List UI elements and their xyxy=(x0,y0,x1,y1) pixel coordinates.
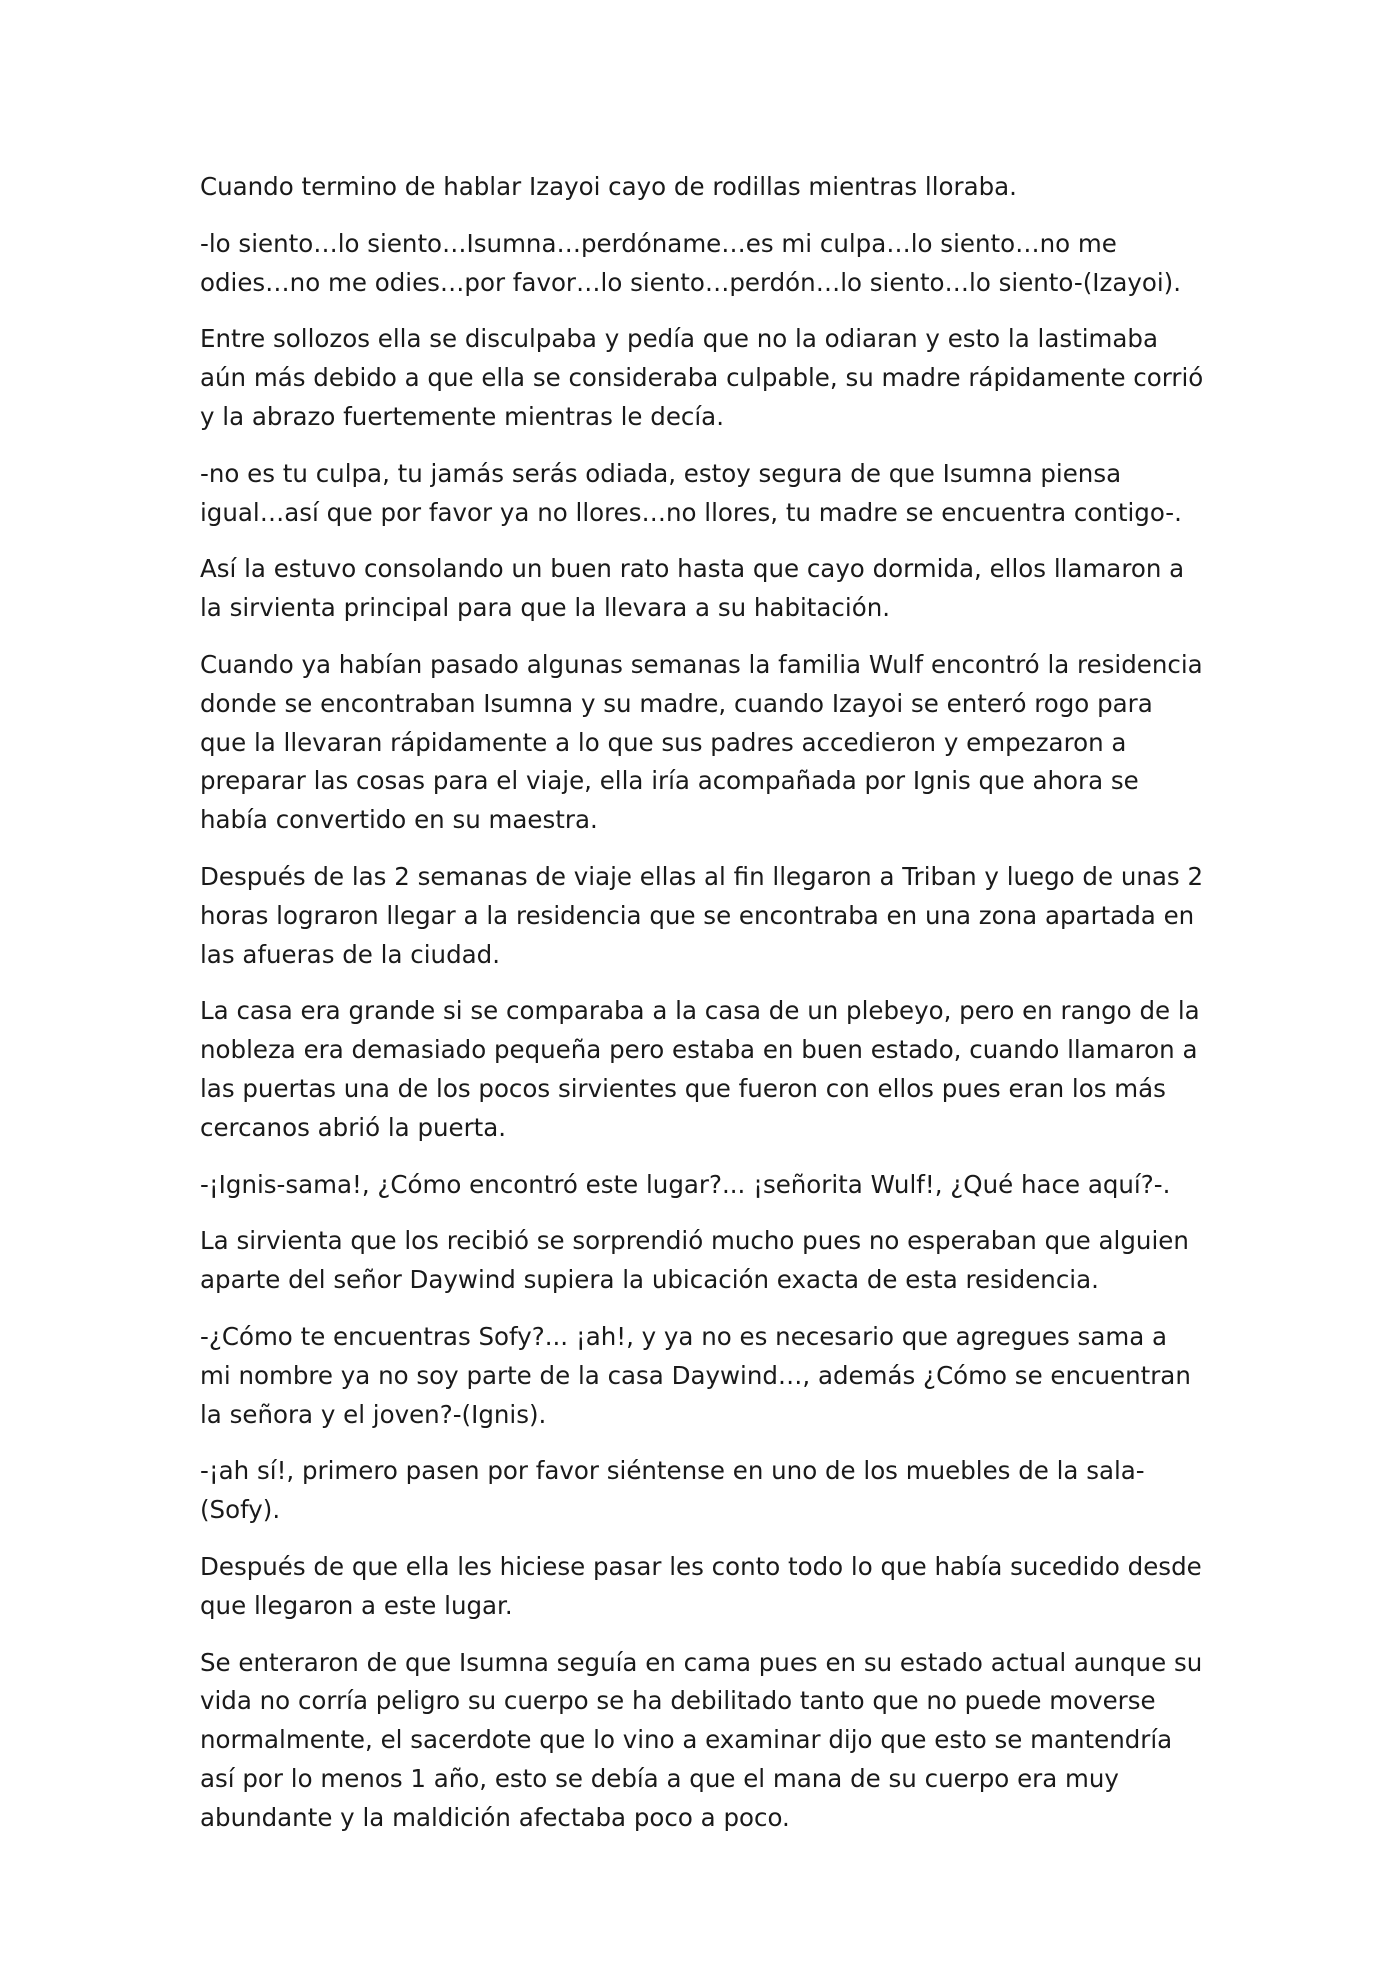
paragraph: Después de que ella les hiciese pasar les conto todo lo que había sucedido desde que llegaron a este lugar. xyxy=(200,1551,1202,1620)
paragraph: -no es tu culpa, tu jamás serás odiada, estoy segura de que Isumna piensa igual…así que por favor ya no llores…no llores, tu madre se encuentra contigo-. xyxy=(200,458,1182,527)
paragraph: -¡Ignis-sama!, ¿Cómo encontró este lugar?... ¡señorita Wulf!, ¿Qué hace aquí?-. xyxy=(200,1169,1171,1199)
document-body xyxy=(200,168,1205,1855)
paragraph: -lo siento…lo siento…Isumna…perdóname…es mi culpa…lo siento…no me odies…no me odies…por favor…lo siento…perdón…lo siento…lo siento-(Izayoi). xyxy=(200,228,1181,297)
paragraph: Entre sollozos ella se disculpaba y pedía que no la odiaran y esto la lastimaba aún más debido a que ella se consideraba culpable, su madre rápidamente corrió y la abrazo fuertemente mientras le decía. xyxy=(200,324,1204,431)
paragraph: La sirvienta que los recibió se sorprendió mucho pues no esperaban que alguien aparte del señor Daywind supiera la ubicación exacta de esta residencia. xyxy=(200,1226,1189,1295)
paragraph: -¡ah sí!, primero pasen por favor siéntense en uno de los muebles de la sala-(Sofy). xyxy=(200,1456,1145,1525)
paragraph: Cuando termino de hablar Izayoi cayo de rodillas mientras lloraba. xyxy=(200,172,1017,201)
paragraph: La casa era grande si se comparaba a la casa de un plebeyo, pero en rango de la nobleza era demasiado pequeña pero estaba en buen estado, cuando llamaron a las puertas una de los pocos sirvientes que fueron con ellos pues eran los más cercanos abrió la puerta. xyxy=(200,996,1200,1142)
paragraph: Así la estuvo consolando un buen rato hasta que cayo dormida, ellos llamaron a la sirvienta principal para que la llevara a su habitación. xyxy=(200,554,1185,623)
paragraph: Cuando ya habían pasado algunas semanas la familia Wulf encontró la residencia donde se encontraban Isumna y su madre, cuando Izayoi se enteró rogo para que la llevaran rápidamente a lo que sus padres accedieron y empezaron a preparar las cosas para el viaje, ella iría acompañada por Ignis que ahora se había convertido en su maestra. xyxy=(200,649,1203,835)
paragraph: Después de las 2 semanas de viaje ellas al fin llegaron a Triban y luego de unas 2 horas lograron llegar a la residencia que se encontraba en una zona apartada en las afueras de la ciudad. xyxy=(200,861,1204,969)
paragraph: -¿Cómo te encuentras Sofy?... ¡ah!, y ya no es necesario que agregues sama a mi nombre ya no soy parte de la casa Daywind…, además ¿Cómo se encuentran la señora y el joven?-(Ignis). xyxy=(200,1321,1191,1429)
paragraph: Se enteraron de que Isumna seguía en cama pues en su estado actual aunque su vida no corría peligro su cuerpo se ha debilitado tanto que no puede moverse normalmente, el sacerdote que lo vino a examinar dijo que esto se mantendría así por lo menos 1 año, esto se debía a que el mana de su cuerpo era muy abundante y la maldición afectaba poco a poco. xyxy=(200,1647,1203,1832)
